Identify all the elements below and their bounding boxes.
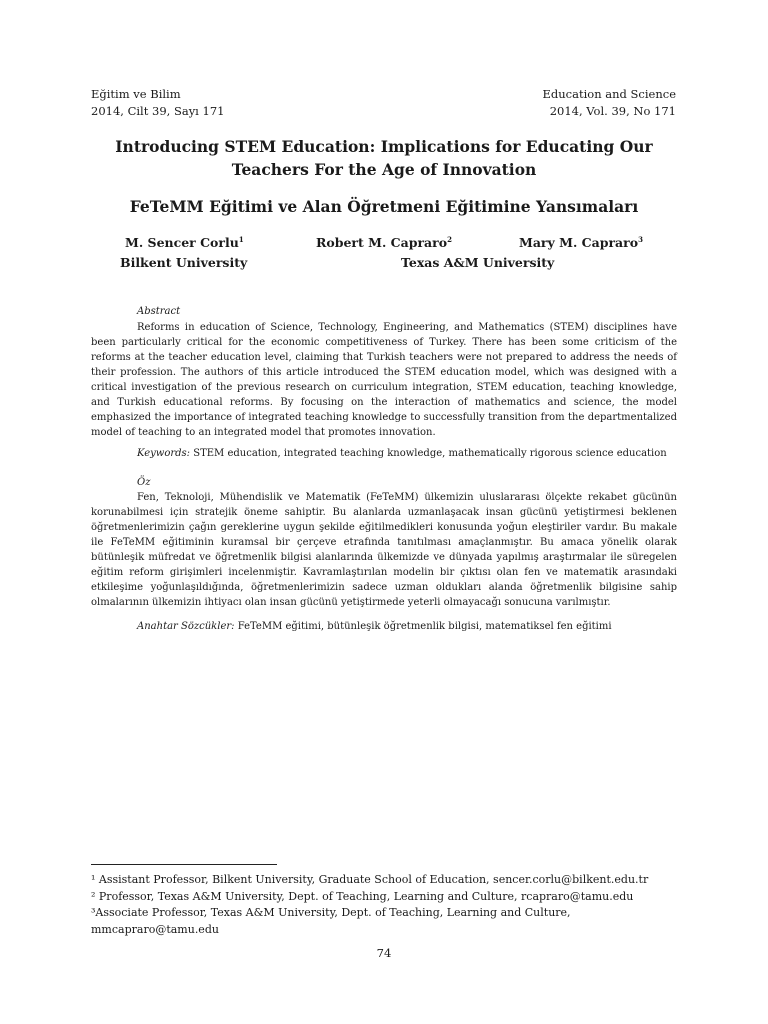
affiliation-2: Texas A&M University <box>401 255 555 270</box>
keywords-label: Keywords: <box>137 448 191 459</box>
keywords-turkish <box>137 619 677 634</box>
keywords-list: FeTeMM eğitimi, bütünleşik öğretmenlik bilgisi, matematiksel fen eğitimi <box>237 621 612 632</box>
article-title-turkish: FeTeMM Eğitimi ve Alan Öğretmeni Eğitimine Yansımaları <box>129 197 639 216</box>
footnote-2: ² Professor, Texas A&M University, Dept. of Teaching, Learning and Culture, rcapraro@tamu.edu <box>91 889 634 903</box>
author-footnote-mark: 1 <box>238 234 244 244</box>
title-line-1: Introducing STEM Education: Implications for Educating Our <box>115 137 653 156</box>
journal-header-english <box>543 86 676 120</box>
journal-header-turkish <box>91 86 224 120</box>
affiliation-1: Bilkent University <box>120 255 248 270</box>
article-title-english <box>91 135 677 181</box>
page-number: 74 <box>376 946 392 960</box>
author-name: Robert M. Capraro <box>316 235 448 250</box>
issue-info-tr: 2014, Cilt 39, Sayı 171 <box>91 104 225 118</box>
journal-name-tr: Eğitim ve Bilim <box>91 87 181 101</box>
author-name: Mary M. Capraro <box>519 235 639 250</box>
abstract-label: Abstract <box>137 306 181 317</box>
keywords-label: Anahtar Sözcükler: <box>137 621 235 632</box>
keywords-english <box>137 446 677 461</box>
author-2 <box>316 234 452 252</box>
author-3 <box>519 234 643 252</box>
author-1 <box>125 234 244 252</box>
footnote-divider <box>91 864 277 865</box>
oz-text: Fen, Teknoloji, Mühendislik ve Matematik (FeTeMM) ülkemizin uluslararası ölçekte rekabet gücünün korunabilmesi için stratejik öneme sahiptir. Bu alanlarda uzmanlaşacak insan gücünü yetiştirmesi beklenen öğretmenlerimizin çağın gereklerine uygun şekilde eğitilmedikleri konusunda yoğun eleştiriler vardır. Bu makale ile FeTeMM eğitiminin kuramsal bir çerçeve etrafında tanıtılması amaçlanmıştır. Bu amaca yönelik olarak bütünleşik müfredat ve öğretmenlik bilgisi alanlarında ülkemizde ve dünyada yapılmış araştırmalar ile süregelen eğitim reform girişimleri incelenmiştir. Kavramlaştırılan modelin bir çıktısı olan fen ve matematik arasındaki etkileşime yoğunlaşıldığında, öğretmenlerimizin sadece uzman oldukları alanda öğretmenlik bilgisine sahip olmalarının ülkemizin ihtiyacı olan insan gücünü yetiştirmede yeterli olmayacağı sonucuna varılmıştır. <box>91 492 677 608</box>
keywords-list: STEM education, integrated teaching knowledge, mathematically rigorous science education <box>193 448 667 459</box>
issue-info-en: 2014, Vol. 39, No 171 <box>549 104 676 118</box>
footnotes <box>91 872 677 938</box>
journal-name-en: Education and Science <box>542 87 676 101</box>
author-footnote-mark: 3 <box>638 234 643 244</box>
author-footnote-mark: 2 <box>447 234 452 244</box>
footnote-1: ¹ Assistant Professor, Bilkent University, Graduate School of Education, sencer.corlu@bilkent.edu.tr <box>91 873 649 886</box>
abstract-text: Reforms in education of Science, Technology, Engineering, and Mathematics (STEM) disciplines have been particularly critical for the economic competitiveness of Turkey. There has been some criticism of the reforms at the teacher education level, claiming that Turkish teachers were not prepared to address the needs of their profession. The authors of this article introduced the STEM education model, which was designed with a critical investigation of the previous research on curriculum integration, STEM education, teaching knowledge, and Turkish educational reforms. By focusing on the interaction of mathematics and science, the model emphasized the importance of integrated teaching knowledge to successfully transition from the departmentalized model of teaching to an integrated model that promotes innovation. <box>91 322 677 438</box>
footnote-3: ³Associate Professor, Texas A&M University, Dept. of Teaching, Learning and Culture, <box>91 906 571 919</box>
oz-label: Öz <box>137 477 151 488</box>
footnote-3-continued: mmcapraro@tamu.edu <box>91 922 219 936</box>
author-name: M. Sencer Corlu <box>125 235 239 250</box>
title-line-2: Teachers For the Age of Innovation <box>231 160 537 179</box>
